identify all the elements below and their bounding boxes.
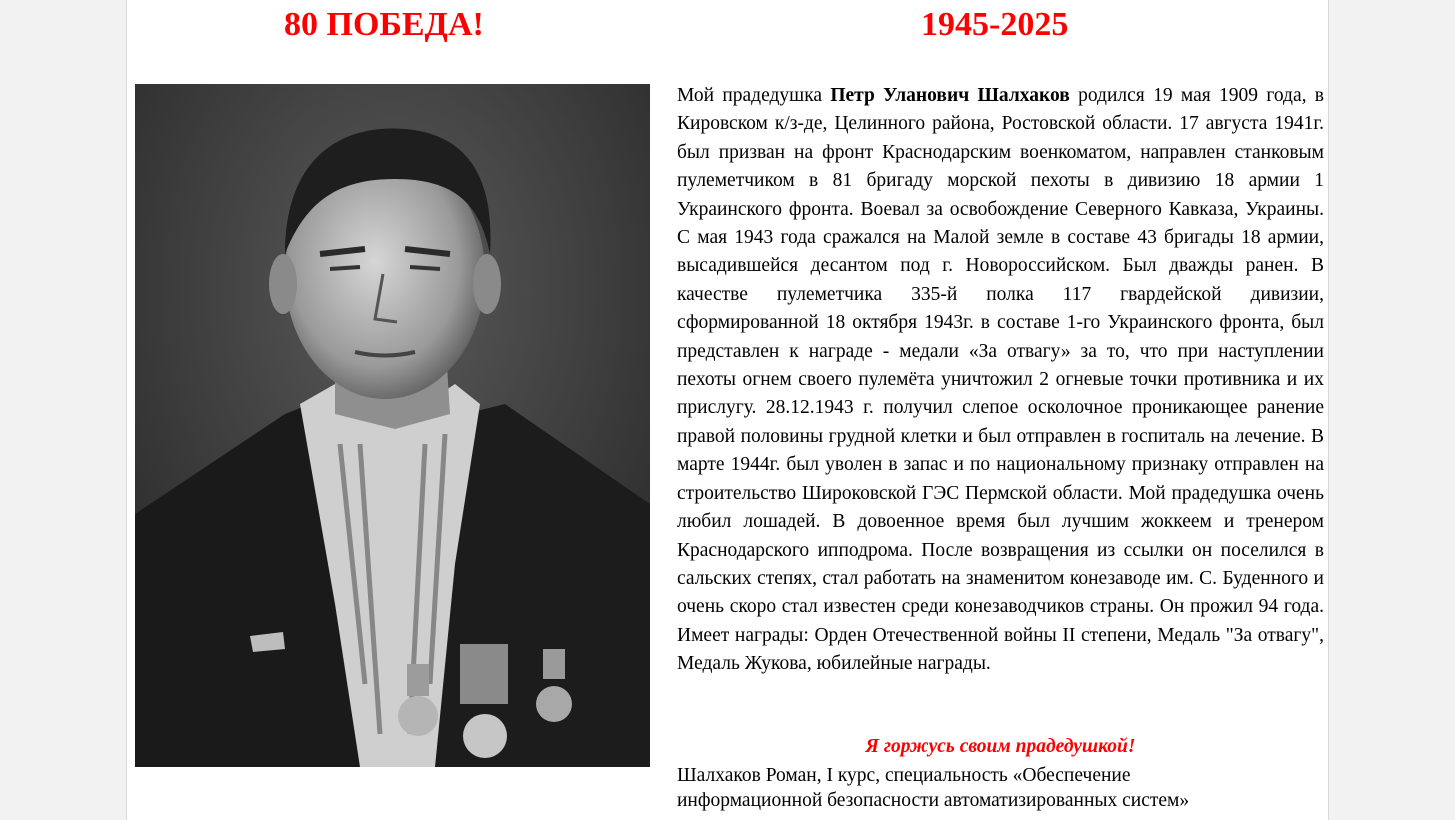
right-margin [1328,0,1455,820]
author-line-2: информационной безопасности автоматизированных систем» [677,789,1190,811]
title-years: 1945-2025 [921,6,1069,43]
title-victory: 80 ПОБЕДА! [284,6,484,43]
biography-body: родился 19 мая 1909 года, в Кировском к/з-де, Целинного района, Ростовской области. 17 августа 1941г. был призван на фронт Краснодарским военкоматом, направлен станковым пулеметчиком в 81 бригаду морской пехоты в дивизию 18 армии 1 Украинского фронта. Воевал за освобождение Северного Кавказа, Украины. С мая 1943 года сражался на Малой земле в составе 43 бригады 18 армии, высадившейся десантом под г. Новороссийском. Был дважды ранен. В качестве пулеметчика 335-й полка 117 гвардейской дивизии, сформированной 18 октября 1943г. в составе 1-го Украинского фронта, был представлен к награде - медали «За отвагу» за то, что при наступлении пехоты огнем своего пулемёта уничтожил 2 огневые точки противника и их прислугу. 28.12.1943 г. получил слепое осколочное проникающее ранение правой половины грудной клетки и был отправлен в госпиталь на лечение. В марте 1944г. был уволен в запас и по национальному признаку отправлен на строительство Широковской ГЭС Пермской области. Мой прадедушка очень любил лошадей. В довоенное время был лучшим жоккеем и тренером Краснодарского ипподрома. После возвращения из ссылки он поселился в сальских степях, стал работать на знаменитом конезаводе им. С. Буденного и очень скоро стал известен среди конезаводчиков страны. Он прожил 94 года. Имеет награды: Орден Отечественной войны II степени, Медаль "За отвагу", Медаль Жукова, юбилейные награды. [677,85,1324,675]
biography-intro: Мой прадедушка [677,85,831,106]
left-margin [0,0,127,820]
hero-name: Петр Уланович Шалхаков [830,85,1070,106]
biography-text [677,82,1324,679]
portrait-image [135,84,650,767]
document-page [127,0,1328,820]
author-line-1: Шалхаков Роман, I курс, специальность «Обеспечение [677,765,1131,786]
portrait-photo [135,84,650,767]
author-signature [677,764,1324,813]
pride-statement: Я горжусь своим прадедушкой! [865,736,1136,757]
